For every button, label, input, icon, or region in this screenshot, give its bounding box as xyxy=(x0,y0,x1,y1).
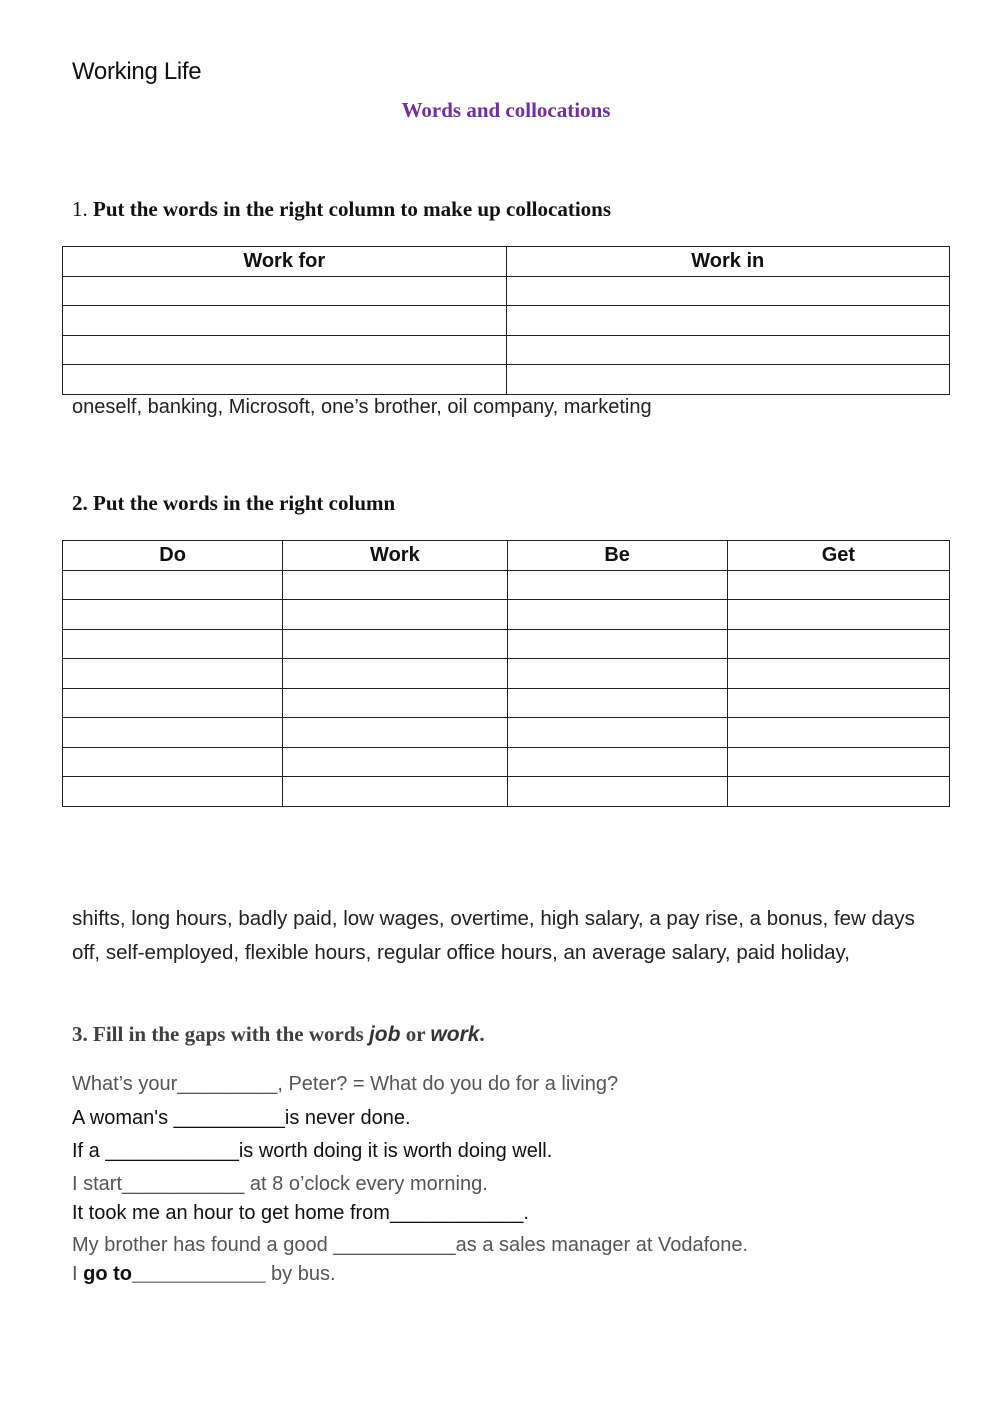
answer-cell[interactable] xyxy=(507,659,727,689)
table-header-row xyxy=(63,247,950,277)
exercise-3-suffix: . xyxy=(479,1022,485,1046)
answer-cell[interactable] xyxy=(727,718,949,748)
answer-cell[interactable] xyxy=(63,777,283,807)
answer-cell[interactable] xyxy=(507,600,727,630)
table-row xyxy=(63,570,950,600)
column-header-work: Work xyxy=(283,541,507,571)
subtitle: Words and collocations xyxy=(401,98,611,122)
column-header-work-in: Work in xyxy=(506,247,950,277)
word-job: job xyxy=(368,1023,401,1046)
table-row xyxy=(63,747,950,777)
sentence-7-end: by bus. xyxy=(265,1263,336,1285)
column-header-be: Be xyxy=(507,541,727,571)
answer-cell[interactable] xyxy=(727,747,949,777)
gap-sentence-1: What’s your_________, Peter? = What do you do for a living? xyxy=(72,1073,619,1095)
table-row xyxy=(63,306,950,336)
exercise-1-number: 1. xyxy=(72,197,88,221)
answer-cell[interactable] xyxy=(63,365,507,395)
table-row xyxy=(63,688,950,718)
answer-cell[interactable] xyxy=(506,365,950,395)
exercise-3-mid: or xyxy=(400,1022,431,1046)
answer-cell[interactable] xyxy=(727,688,949,718)
table-row xyxy=(63,335,950,365)
exercise-3-heading xyxy=(72,1022,485,1047)
answer-cell[interactable] xyxy=(507,777,727,807)
gap-sentence-4: I start___________ at 8 o’clock every morning. xyxy=(72,1173,488,1195)
answer-cell[interactable] xyxy=(507,629,727,659)
answer-cell[interactable] xyxy=(283,659,507,689)
table-row xyxy=(63,365,950,395)
exercise-2-word-bank: shifts, long hours, badly paid, low wages, overtime, high salary, a pay rise, a bonus, few days off, self-employed, flexible hours, regular office hours, an average salary, paid holiday, xyxy=(72,907,915,964)
answer-cell[interactable] xyxy=(727,659,949,689)
table-row xyxy=(63,777,950,807)
gap-sentence-2: A woman's __________is never done. xyxy=(72,1107,411,1129)
answer-cell[interactable] xyxy=(283,688,507,718)
sentence-7-start: I xyxy=(72,1263,84,1285)
table-row xyxy=(63,659,950,689)
table-row xyxy=(63,629,950,659)
answer-cell[interactable] xyxy=(63,335,507,365)
exercise-1-heading xyxy=(72,197,611,222)
table-header-row xyxy=(63,541,950,571)
answer-cell[interactable] xyxy=(63,688,283,718)
answer-cell[interactable] xyxy=(283,777,507,807)
exercise-1-table xyxy=(62,246,950,395)
answer-cell[interactable] xyxy=(727,629,949,659)
answer-cell[interactable] xyxy=(63,600,283,630)
answer-cell[interactable] xyxy=(506,306,950,336)
answer-cell[interactable] xyxy=(63,659,283,689)
exercise-3-prefix: 3. Fill in the gaps with the words xyxy=(72,1022,369,1046)
sentence-7-bold: go to____________ xyxy=(83,1263,266,1285)
exercise-1-instruction: Put the words in the right column to make up collocations xyxy=(93,197,612,221)
answer-cell[interactable] xyxy=(727,600,949,630)
answer-cell[interactable] xyxy=(507,688,727,718)
answer-cell[interactable] xyxy=(63,306,507,336)
word-work: work xyxy=(430,1023,480,1046)
answer-cell[interactable] xyxy=(63,629,283,659)
exercise-2-heading: 2. Put the words in the right column xyxy=(72,491,396,515)
document-title: Working Life xyxy=(72,58,202,85)
gap-sentence-3: If a ____________is worth doing it is worth doing well. xyxy=(72,1140,553,1162)
answer-cell[interactable] xyxy=(283,600,507,630)
answer-cell[interactable] xyxy=(63,718,283,748)
answer-cell[interactable] xyxy=(507,718,727,748)
answer-cell[interactable] xyxy=(283,718,507,748)
exercise-2-table xyxy=(62,540,950,807)
table-row xyxy=(63,718,950,748)
gap-sentence-7 xyxy=(72,1263,336,1286)
answer-cell[interactable] xyxy=(63,570,283,600)
table-row xyxy=(63,600,950,630)
gap-sentence-5: It took me an hour to get home from____________. xyxy=(72,1202,529,1224)
answer-cell[interactable] xyxy=(283,629,507,659)
column-header-get: Get xyxy=(727,541,949,571)
answer-cell[interactable] xyxy=(507,747,727,777)
column-header-work-for: Work for xyxy=(63,247,507,277)
answer-cell[interactable] xyxy=(506,335,950,365)
answer-cell[interactable] xyxy=(63,747,283,777)
table-row xyxy=(63,276,950,306)
gap-sentence-6: My brother has found a good ___________as a sales manager at Vodafone. xyxy=(72,1234,749,1256)
answer-cell[interactable] xyxy=(283,570,507,600)
column-header-do: Do xyxy=(63,541,283,571)
answer-cell[interactable] xyxy=(727,777,949,807)
answer-cell[interactable] xyxy=(283,747,507,777)
answer-cell[interactable] xyxy=(63,276,507,306)
answer-cell[interactable] xyxy=(727,570,949,600)
answer-cell[interactable] xyxy=(506,276,950,306)
answer-cell[interactable] xyxy=(507,570,727,600)
exercise-1-word-bank: oneself, banking, Microsoft, one’s brother, oil company, marketing xyxy=(72,396,652,418)
